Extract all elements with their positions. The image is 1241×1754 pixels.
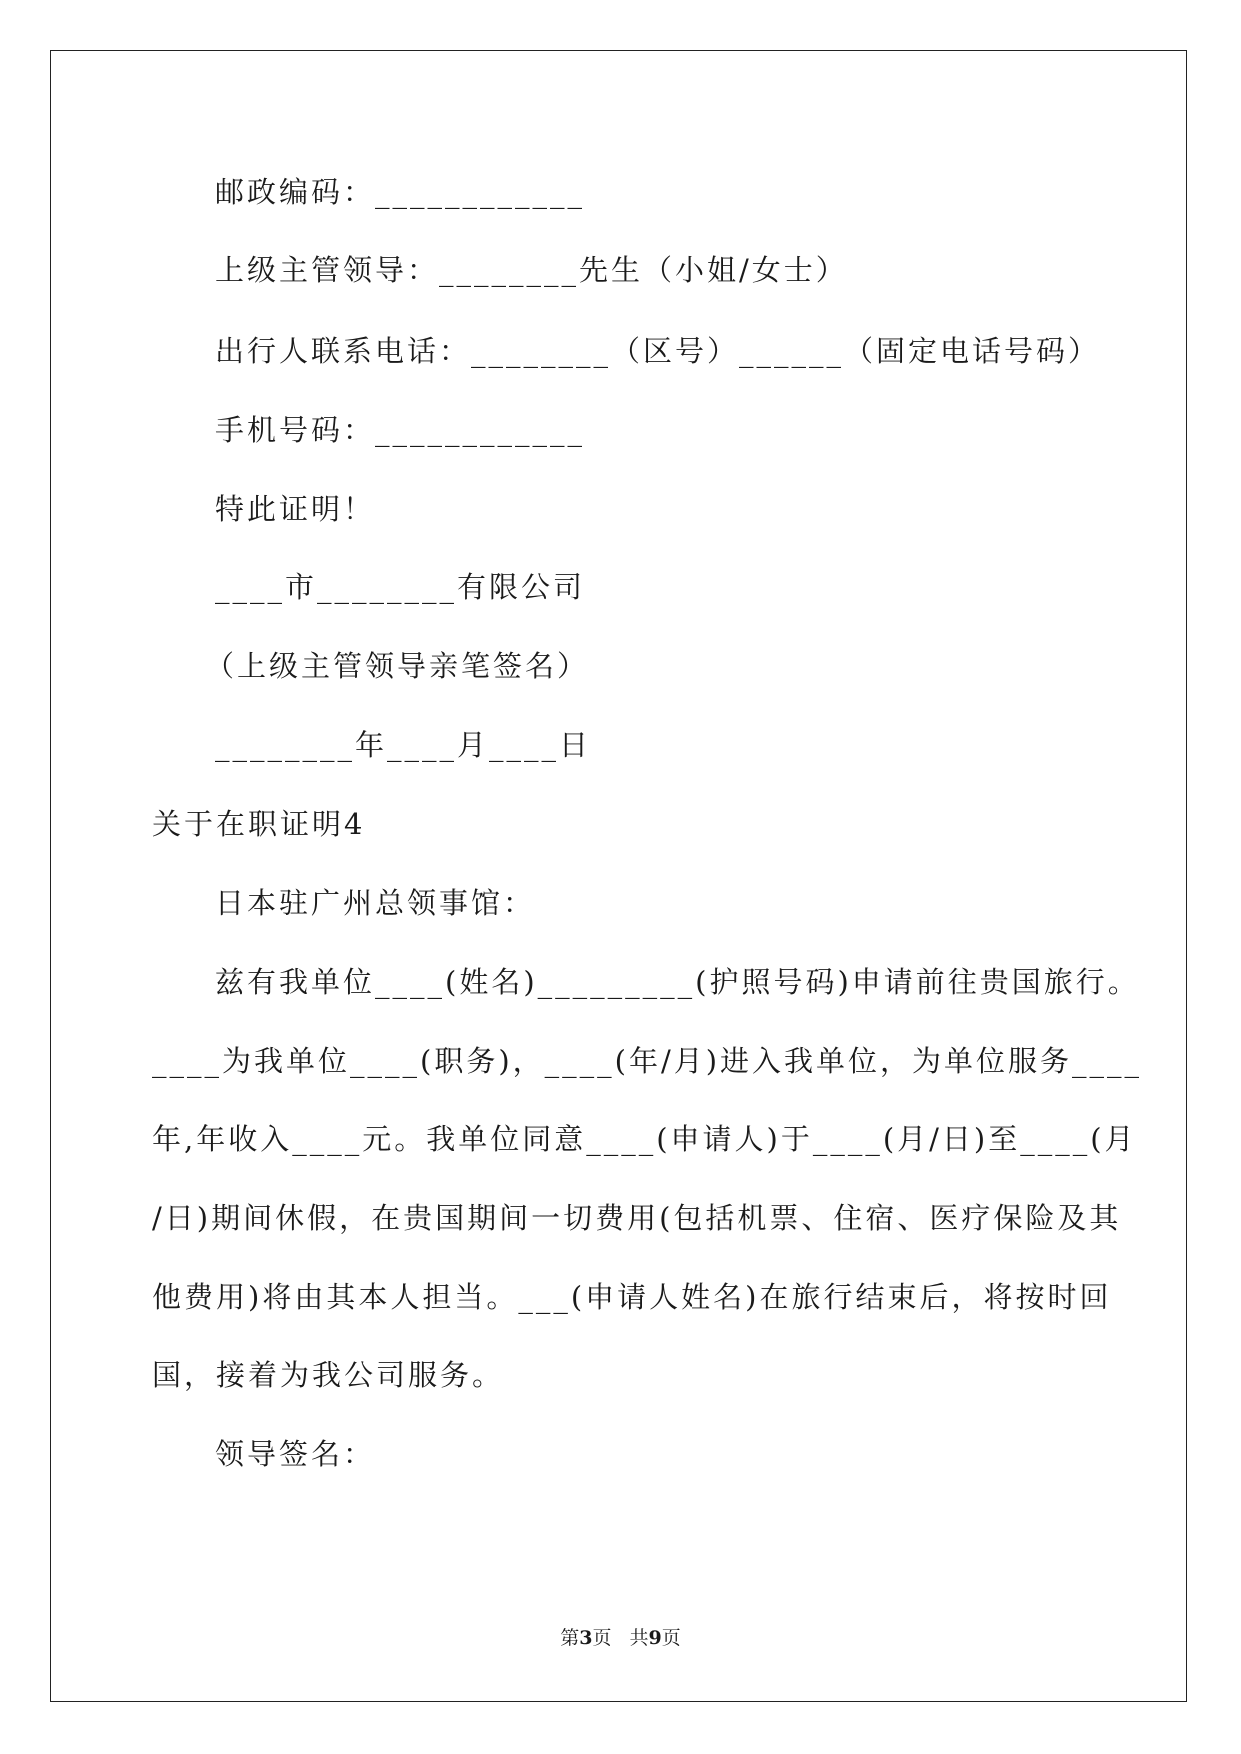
footer-total-prefix: 共 — [629, 1627, 649, 1649]
addressee-line: 日本驻广州总领事馆： — [215, 886, 536, 920]
page-footer — [0, 1623, 1241, 1650]
supervisor-line: 上级主管领导：________先生（小姐/女士） — [215, 253, 848, 287]
date-line: ________年____月____日 — [215, 728, 592, 762]
certify-line: 特此证明！ — [215, 492, 376, 526]
signature-note-line: （上级主管领导亲笔签名） — [205, 649, 590, 683]
footer-page-suffix: 页 — [592, 1627, 612, 1649]
footer-page-current: 3 — [579, 1627, 593, 1649]
section-heading: 关于在职证明4 — [152, 807, 366, 841]
body-line-2: ____为我单位____(职务)，____(年/月)进入我单位，为单位服务____ — [152, 1044, 1143, 1078]
body-line-1: 兹有我单位____(姓名)_________(护照号码)申请前往贵国旅行。 — [215, 965, 1140, 999]
mobile-line: 手机号码：____________ — [215, 413, 586, 447]
body-line-5: 他费用)将由其本人担当。___(申请人姓名)在旅行结束后，将按时回 — [152, 1280, 1112, 1314]
footer-total-suffix: 页 — [661, 1627, 681, 1649]
body-line-4: /日)期间休假，在贵国期间一切费用(包括机票、住宿、医疗保险及其 — [152, 1201, 1122, 1235]
body-line-3: 年,年收入____元。我单位同意____(申请人)于____(月/日)至____(月 — [152, 1122, 1137, 1156]
leader-signature-line: 领导签名： — [215, 1437, 376, 1471]
footer-page-total: 9 — [648, 1627, 662, 1649]
contact-phone-line: 出行人联系电话：________（区号）______（固定电话号码） — [215, 334, 1101, 368]
company-line: ____市________有限公司 — [215, 570, 586, 604]
body-line-6: 国，接着为我公司服务。 — [152, 1358, 505, 1392]
footer-page-prefix: 第 — [560, 1627, 580, 1649]
postal-code-line: 邮政编码：____________ — [215, 175, 586, 209]
